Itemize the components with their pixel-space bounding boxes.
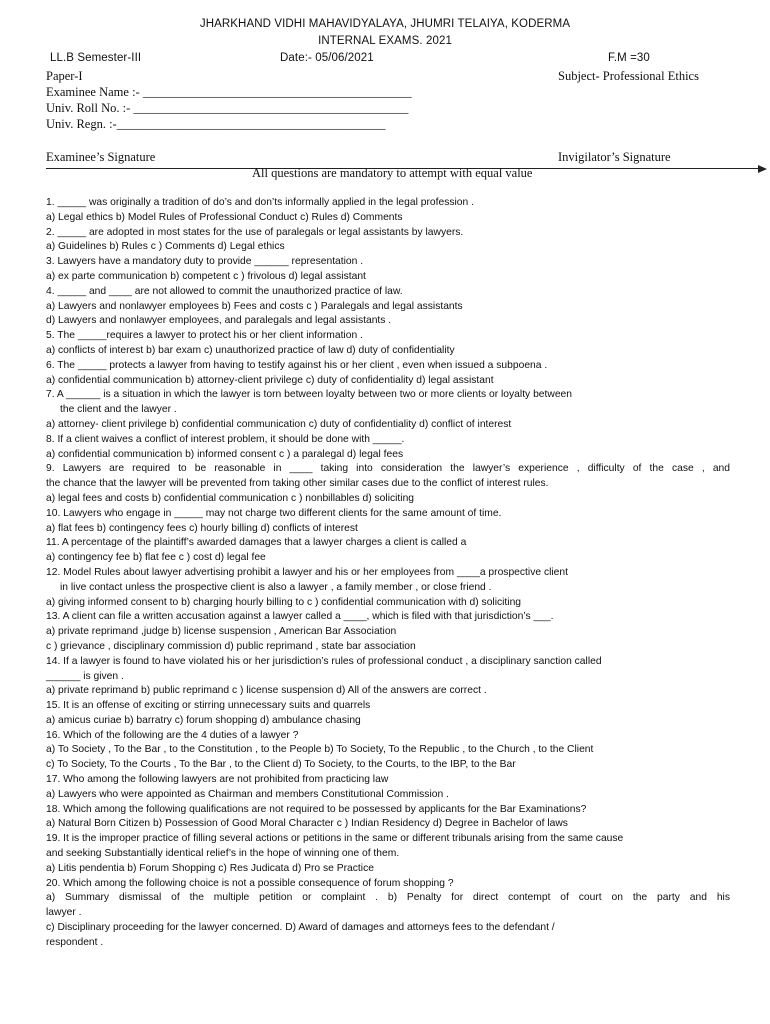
invigilator-signature: Invigilator’s Signature [558,150,671,164]
arrow-head-icon [758,165,767,173]
question-line: 6. The _____ protects a lawyer from having to testify against his or her client , even when issued a subpoena . [46,359,548,371]
question-line: respondent . [46,936,104,948]
question-line: lawyer . [46,907,82,919]
question-line: a) ex parte communication b) competent c ) frivolous d) legal assistant [46,270,366,282]
question-line: a) To Society , To the Bar , to the Constitution , to the People b) To Society, To the Republic , to the Church , to the Client [46,744,594,756]
question-line: 8. If a client waives a conflict of interest problem, it should be done with _____. [46,433,405,445]
question-line: d) Lawyers and nonlawyer employees, and paralegals and legal assistants . [46,315,392,327]
question-line: c) To Society, To the Courts , To the Bar , to the Client d) To Society, to the Courts, to the IBP, to the Bar [46,759,516,771]
question-line: a) Legal ethics b) Model Rules of Professional Conduct c) Rules d) Comments [46,211,403,223]
question-line: a) giving informed consent to b) charging hourly billing to c ) confidential communication with d) soliciting [46,596,522,608]
college-name: JHARKHAND VIDHI MAHAVIDYALAYA, JHUMRI TELAIYA, KODERMA [199,18,571,30]
paper: Paper-I [46,69,83,83]
question-line: a) contingency fee b) flat fee c ) cost d) legal fee [46,552,266,564]
question-line: a) legal fees and costs b) confidential communication c ) nonbillables d) soliciting [46,492,415,504]
question-line: 19. It is the improper practice of filling several actions or petitions in the same or different tribunals arising from the same cause [46,833,624,845]
question-line: a) attorney- client privilege b) confidential communication c) duty of confidentiality d) conflict of interest [46,418,512,430]
question-line: the chance that the lawyer will be prevented from taking other similar cases due to the conflict of interest rules. [46,478,549,490]
question-line: a) Natural Born Citizen b) Possession of Good Moral Character c ) Indian Residency d) Degree in Bachelor of laws [46,818,568,830]
question-line: a) Summary dismissal of the multiple petition or complaint . b) Penalty for direct contempt of court on the party and his [46,892,730,904]
exam-title: INTERNAL EXAMS. 2021 [318,35,452,47]
semester: LL.B Semester-III [50,52,142,64]
question-line: 20. Which among the following choice is not a possible consequence of forum shopping ? [46,877,454,889]
exam-date: Date:- 05/06/2021 [280,52,374,64]
question-line: ______ is given . [46,670,124,682]
question-line: a) conflicts of interest b) bar exam c) unauthorized practice of law d) duty of confidentiality [46,344,455,356]
question-line: a) Lawyers and nonlawyer employees b) Fees and costs c ) Paralegals and legal assistants [46,300,463,312]
question-line: a) private reprimand ,judge b) license suspension , American Bar Association [46,626,397,638]
examinee-signature: Examinee’s Signature [46,150,156,164]
question-line: 16. Which of the following are the 4 duties of a lawyer ? [46,729,299,741]
instruction: All questions are mandatory to attempt with equal value [252,166,533,180]
question-line: a) Lawyers who were appointed as Chairman and members Constitutional Commission . [46,788,449,800]
question-line: a) amicus curiae b) barratry c) forum shopping d) ambulance chasing [46,714,361,726]
question-line: 18. Which among the following qualifications are not required to be possessed by applicants for the Bar Examinations? [46,803,587,815]
question-line: 9. Lawyers are required to be reasonable in ____ taking into consideration the lawyer’s experience , difficulty of the case , and [46,463,730,475]
question-line: a) private reprimand b) public reprimand c ) license suspension d) All of the answers are correct . [46,685,487,697]
question-line: 12. Model Rules about lawyer advertising prohibit a lawyer and his or her employees from ____a prospective client [46,566,568,578]
question-line: a) flat fees b) contingency fees c) hourly billing d) conflicts of interest [46,522,358,534]
examinee-name-field: Examinee Name :- ___________________________________________ [46,85,412,99]
question-line: 13. A client can file a written accusation against a lawyer called a ____, which is filed with that jurisdiction’s ___. [46,611,554,623]
question-line: 15. It is an offense of exciting or stirring unnecessary suits and quarrels [46,700,371,712]
regn-field: Univ. Regn. :-___________________________________________ [46,117,386,131]
subject: Subject- Professional Ethics [558,69,699,83]
question-line: 5. The _____requires a lawyer to protect his or her client information . [46,330,363,342]
roll-no-field: Univ. Roll No. :- ____________________________________________ [46,101,409,115]
question-line: 11. A percentage of the plaintiff’s awarded damages that a lawyer charges a client is called a [46,537,467,549]
question-line: 4. _____ and ____ are not allowed to commit the unauthorized practice of law. [46,285,403,297]
question-line: in live contact unless the prospective client is also a lawyer , a family member , or close friend . [60,581,492,593]
question-line: 3. Lawyers have a mandatory duty to provide ______ representation . [46,256,364,268]
question-line: a) Guidelines b) Rules c ) Comments d) Legal ethics [46,241,285,253]
question-line: and seeking Substantially identical relief’s in the hope of winning one of them. [46,848,400,860]
question-list [46,196,730,951]
question-line: 14. If a lawyer is found to have violated his or her jurisdiction’s rules of professional conduct , a disciplinary sanction called [46,655,602,667]
question-line: 17. Who among the following lawyers are not prohibited from practicing law [46,774,389,786]
question-line: a) confidential communication b) informed consent c ) a paralegal d) legal fees [46,448,404,460]
question-line: the client and the lawyer . [60,404,177,416]
question-line: c ) grievance , disciplinary commission d) public reprimand , state bar association [46,640,416,652]
question-line: c) Disciplinary proceeding for the lawyer concerned. D) Award of damages and attorneys fees to the defendant / [46,922,555,934]
question-line: 10. Lawyers who engage in _____ may not charge two different clients for the same amount of time. [46,507,502,519]
question-line: 7. A ______ is a situation in which the lawyer is torn between loyalty between two or more clients or loyalty between [46,389,573,401]
full-marks: F.M =30 [608,52,650,64]
question-line: a) confidential communication b) attorney-client privilege c) duty of confidentiality d) legal assistant [46,374,494,386]
question-line: 1. _____ was originally a tradition of do’s and don’ts informally applied in the legal profession . [46,197,474,208]
question-line: a) Litis pendentia b) Forum Shopping c) Res Judicata d) Pro se Practice [46,862,374,874]
question-line: 2. _____ are adopted in most states for the use of paralegals or legal assistants by lawyers. [46,226,464,238]
